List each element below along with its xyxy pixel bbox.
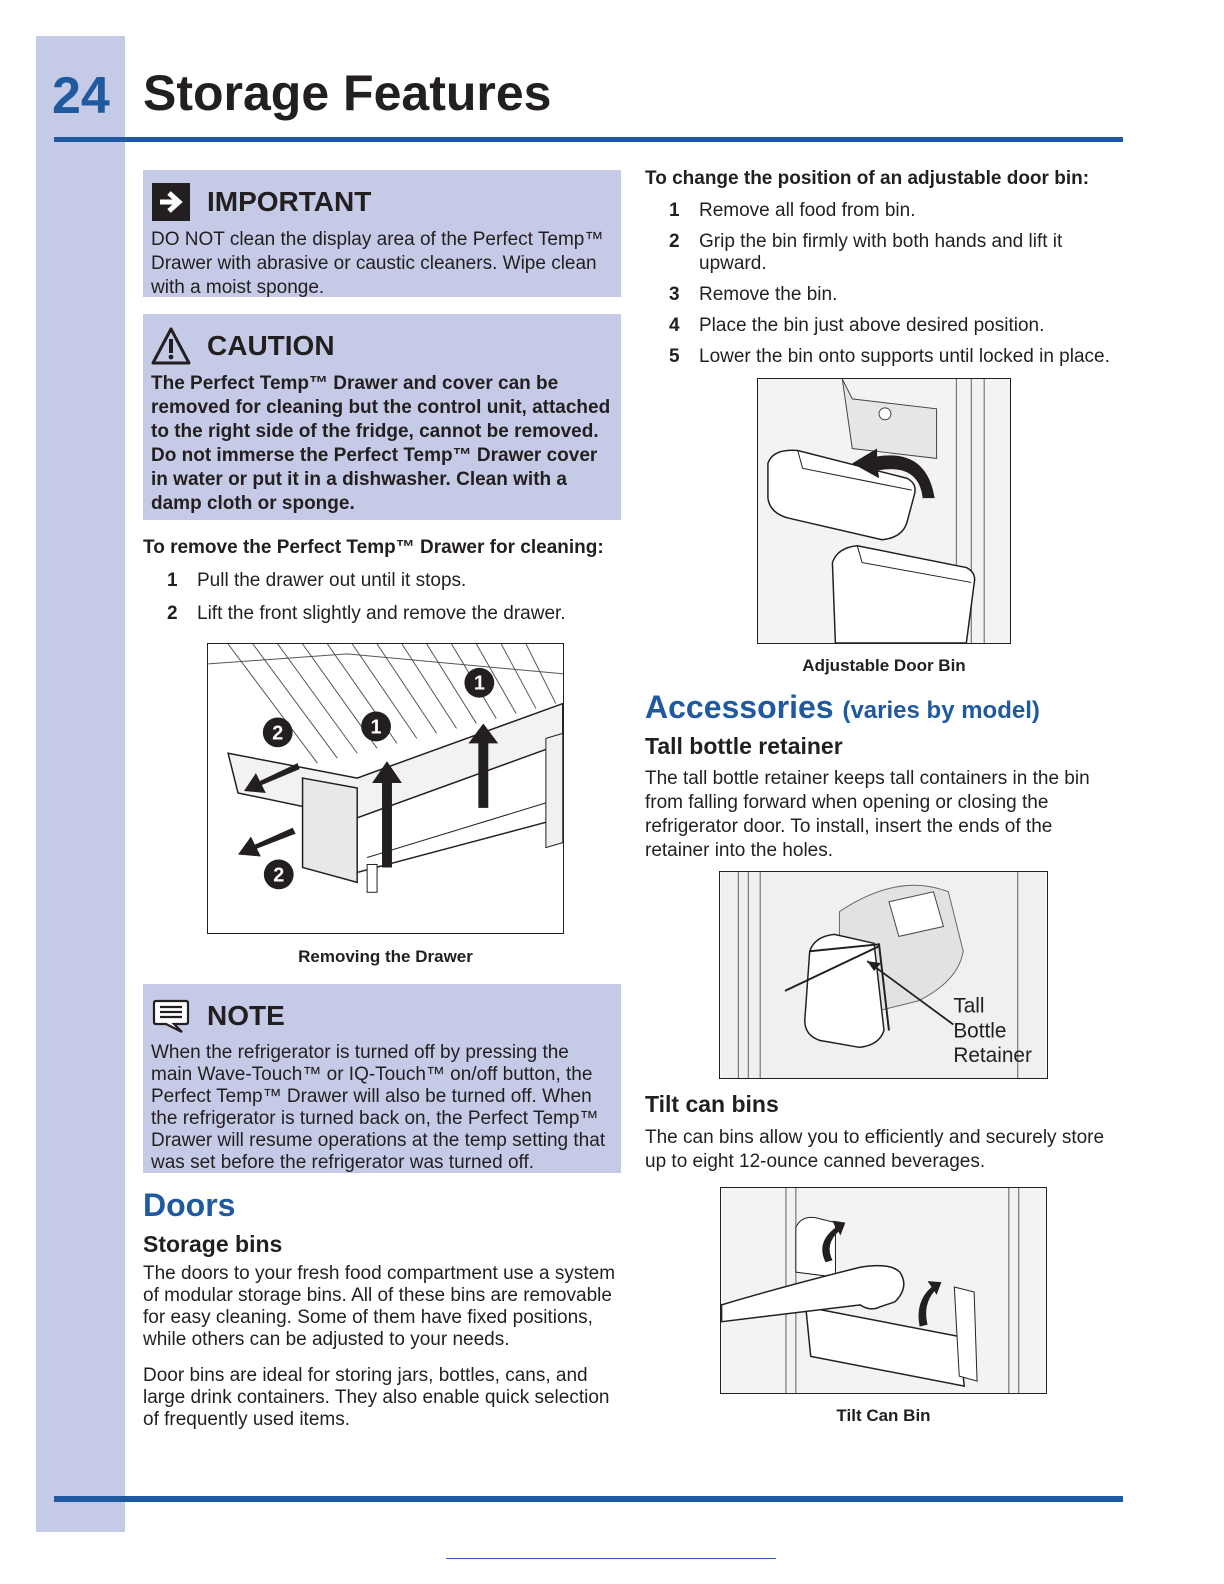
bottom-rule bbox=[54, 1496, 1123, 1502]
accessories-note: (varies by model) bbox=[842, 697, 1040, 724]
svg-text:2: 2 bbox=[273, 864, 285, 887]
arrow-right-icon bbox=[151, 182, 191, 222]
tall-label-line3: Retainer bbox=[953, 1044, 1032, 1068]
accessories-title: Accessories bbox=[645, 689, 834, 725]
note-icon bbox=[151, 996, 191, 1036]
callout-1-mid bbox=[361, 712, 391, 742]
list-item: 3 Remove the bin. bbox=[669, 284, 838, 305]
list-item: 4 Place the bin just above desired position. bbox=[669, 315, 1045, 336]
caution-text: The Perfect Temp™ Drawer and cover can be removed for cleaning but the control unit, attached to the right side of the fridge, cannot be removed. Do not immerse the Perfect Temp™ Drawer cover in water or put it in a dishwasher. Clean with a damp cloth or sponge. bbox=[151, 373, 611, 514]
adjust-bin-section bbox=[645, 167, 1123, 377]
note-text: When the refrigerator is turned off by pressing the main Wave-Touch™ or IQ-Touch™ on/off button, the Perfect Temp™ Drawer will also be turned off. When the refrigerator is turned back on, the Perfect Temp™ Drawer will resume operations at the temp setting that was set before the refrigerator was turned off. bbox=[151, 1042, 606, 1173]
important-box bbox=[143, 170, 621, 297]
list-item: 1 Pull the drawer out until it stops. bbox=[167, 570, 467, 591]
doors-heading: Doors bbox=[143, 1187, 236, 1223]
tall-bottle-retainer-figure bbox=[719, 871, 1048, 1079]
list-item: 1 Remove all food from bin. bbox=[669, 200, 916, 221]
caution-box bbox=[143, 314, 621, 520]
callout-2-top bbox=[263, 717, 293, 747]
callout-2-bottom bbox=[264, 860, 294, 890]
list-item: 5 Lower the bin onto supports until locked in place. bbox=[669, 346, 1110, 367]
adjustable-door-bin-caption: Adjustable Door Bin bbox=[802, 656, 966, 675]
storage-bins-para2: Door bins are ideal for storing jars, bottles, cans, and large drink containers. They also enable quick selection of frequently used items. bbox=[143, 1365, 610, 1430]
removing-drawer-caption: Removing the Drawer bbox=[298, 947, 473, 966]
storage-bins-para1: The doors to your fresh food compartment use a system of modular storage bins. All of these bins are removable for easy cleaning. Some of them have fixed positions, while others can be adjusted to your needs. bbox=[143, 1263, 616, 1350]
note-label: NOTE bbox=[207, 1000, 285, 1031]
page-title: Storage Features bbox=[143, 65, 552, 121]
tilt-can-heading: Tilt can bins bbox=[645, 1091, 779, 1117]
svg-text:2: 2 bbox=[272, 722, 284, 745]
accessories-heading bbox=[645, 689, 1040, 726]
removing-drawer-figure bbox=[207, 643, 564, 934]
storage-bins-heading: Storage bins bbox=[143, 1231, 283, 1257]
adjustable-door-bin-figure bbox=[757, 378, 1011, 644]
remove-drawer-heading: To remove the Perfect Temp™ Drawer for cleaning: bbox=[143, 537, 604, 558]
tilt-can-bin-figure bbox=[720, 1187, 1047, 1394]
tilt-can-bin-caption: Tilt Can Bin bbox=[836, 1406, 931, 1425]
tall-label-line2: Bottle bbox=[953, 1019, 1007, 1043]
tall-bottle-text: The tall bottle retainer keeps tall containers in the bin from falling forward when opening or closing the refrigerator door. To install, insert the ends of the retainer into the holes. bbox=[645, 768, 1090, 861]
side-stripe bbox=[36, 36, 125, 1532]
important-label: IMPORTANT bbox=[207, 186, 372, 217]
caution-label: CAUTION bbox=[207, 330, 335, 361]
footer-link-underline[interactable] bbox=[446, 1558, 776, 1559]
note-box bbox=[143, 984, 621, 1173]
tall-bottle-heading: Tall bottle retainer bbox=[645, 733, 843, 759]
top-rule bbox=[54, 137, 1123, 142]
important-text: DO NOT clean the display area of the Perfect Temp™ Drawer with abrasive or caustic cleaners. Wipe clean with a moist sponge. bbox=[151, 229, 604, 298]
adjust-bin-heading: To change the position of an adjustable door bin: bbox=[645, 168, 1090, 189]
page-number: 24 bbox=[52, 67, 110, 125]
callout-1-top bbox=[464, 668, 494, 698]
list-item: 2 Lift the front slightly and remove the drawer. bbox=[167, 603, 566, 624]
svg-text:1: 1 bbox=[370, 716, 382, 739]
tall-label-line1: Tall bbox=[953, 994, 985, 1018]
warning-icon bbox=[151, 326, 191, 366]
tilt-can-text: The can bins allow you to efficiently and securely store up to eight 12-ounce canned beverages. bbox=[645, 1127, 1105, 1172]
remove-drawer-section bbox=[143, 536, 621, 634]
svg-text:1: 1 bbox=[473, 672, 485, 695]
list-item: 2 Grip the bin firmly with both hands and lift it upward. bbox=[669, 231, 1063, 274]
